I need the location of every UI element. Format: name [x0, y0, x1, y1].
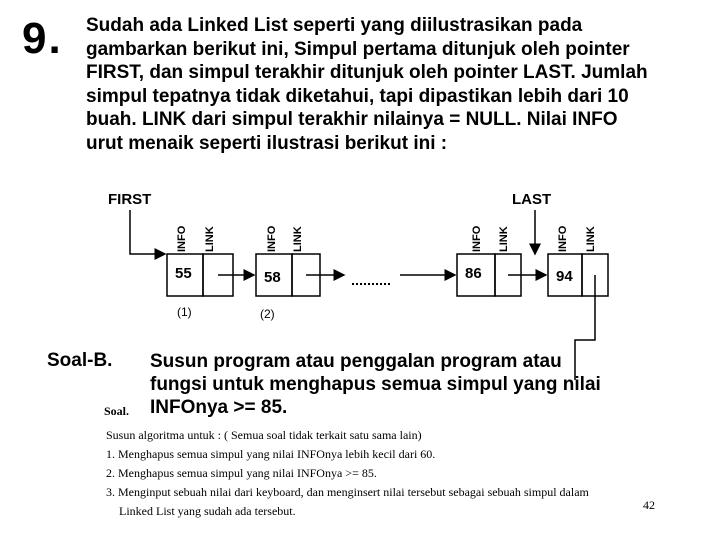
question-number: 9. [22, 14, 63, 63]
notes-item: Linked List yang sudah ada tersebut. [119, 504, 296, 518]
task-line: INFOnya >= 85. [150, 397, 288, 418]
task-line: Susun program atau penggalan program atau [150, 351, 562, 372]
node-1-info-label: INFO [176, 225, 188, 252]
question-line: buah. LINK dari simpul terakhir nilainya = NULL. Nilai INFO [86, 109, 618, 130]
node-2-info-label: INFO [266, 225, 278, 252]
page-number: 42 [643, 498, 655, 512]
last-label: LAST [512, 191, 552, 208]
node-3-link-label: LINK [498, 226, 510, 252]
notes-intro: Susun algoritma untuk : ( Semua soal tidak terkait satu sama lain) [106, 428, 422, 442]
first-label: FIRST [108, 191, 152, 208]
node-1-link-label: LINK [204, 226, 216, 252]
notes-item: 2. Menghapus semua simpul yang nilai INFOnya >= 85. [106, 466, 377, 480]
node-4-link-label: LINK [585, 226, 597, 252]
node-3-value: 86 [465, 265, 482, 282]
node-3-info-label: INFO [471, 225, 483, 252]
question-line: simpul tepatnya tidak diketahui, tapi dipastikan lebih dari 10 [86, 85, 629, 107]
soal-b-label: Soal-B. [47, 350, 113, 371]
first-pointer-arrow [130, 210, 165, 254]
node-2-index: (2) [260, 307, 275, 321]
notes-item: 1. Menghapus semua simpul yang nilai INFOnya lebih kecil dari 60. [106, 447, 436, 461]
task-line: fungsi untuk menghapus semua simpul yang nilai [150, 374, 601, 395]
soal-b-task [150, 350, 670, 419]
question-line: Sudah ada Linked List seperti yang diilustrasikan pada [86, 15, 583, 36]
node-2-value: 58 [264, 269, 281, 286]
node-4-info-label: INFO [557, 225, 569, 252]
question-line: gambarkan berikut ini, Simpul pertama ditunjuk oleh pointer [86, 38, 630, 60]
node-4-value: 94 [556, 268, 573, 285]
node-1-index: (1) [177, 305, 192, 319]
notes-item: 3. Menginput sebuah nilai dari keyboard, dan menginsert nilai tersebut sebagai sebuah simpul dalam [106, 485, 589, 499]
notes [106, 426, 702, 521]
question-line: urut menaik seperti ilustrasi berikut ini : [86, 132, 448, 154]
node-1-value: 55 [175, 265, 192, 282]
question-line: FIRST, dan simpul terakhir ditunjuk oleh pointer LAST. Jumlah [86, 62, 648, 83]
soal-small-label: Soal. [104, 404, 130, 418]
node-2-link-label: LINK [292, 226, 304, 252]
